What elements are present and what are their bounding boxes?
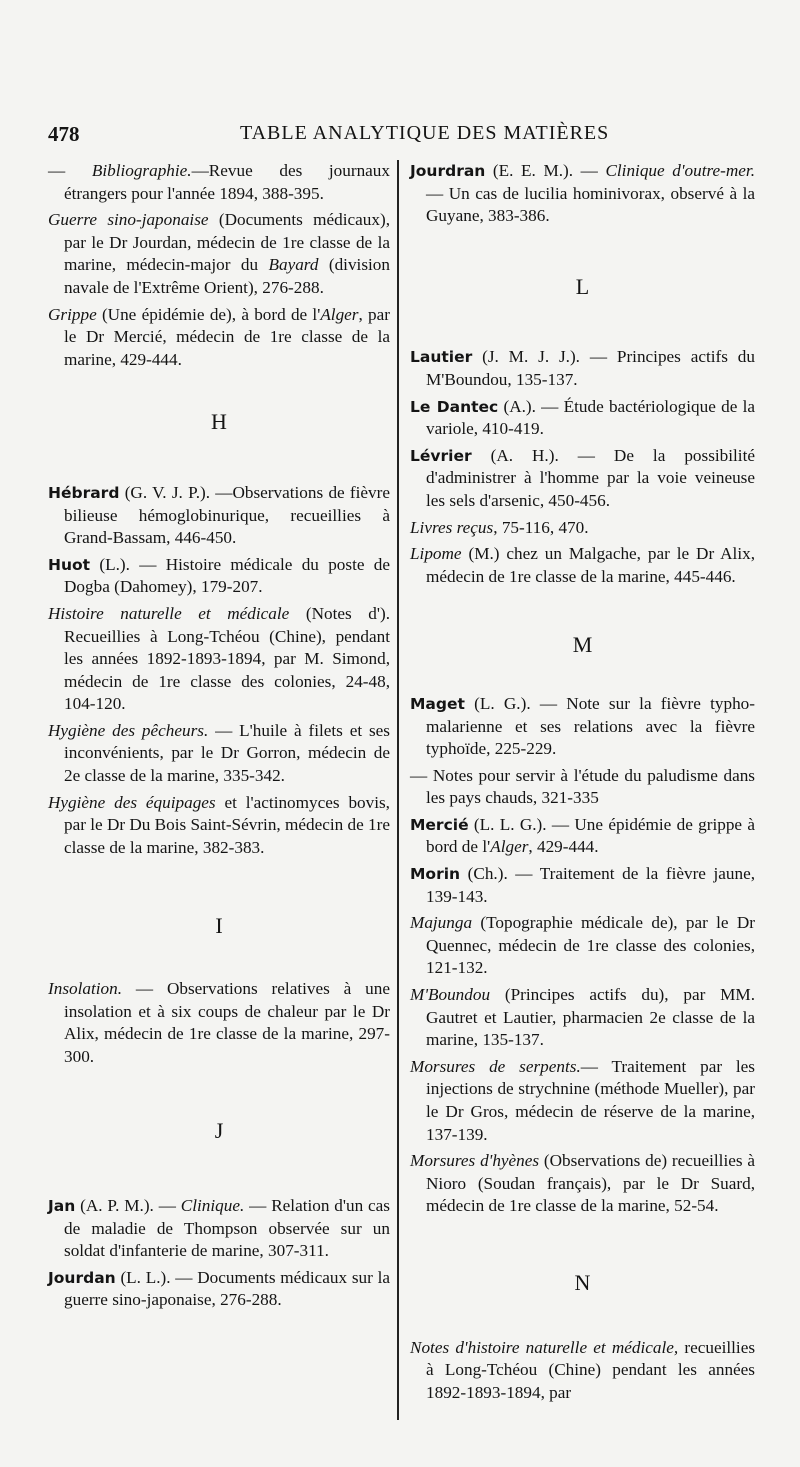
index-entry-huot: Huot (L.). — Histoire médicale du poste de Dogba (Dahomey), 179-207.	[48, 554, 390, 597]
page-number: 478	[48, 122, 80, 146]
section-letter-j: J	[214, 1118, 224, 1144]
section-letter-l: L	[575, 273, 590, 299]
index-entry-hygiene-pecheurs: Hygiène des pêcheurs. — L'huile à filets et ses inconvénients, par le Dr Gorron, médecin de 2e classe de la marine, 335-342.	[48, 720, 390, 786]
index-entry-mercie: Mercié (L. L. G.). — Une épidémie de grippe à bord de l'Alger, 429-444.	[410, 814, 755, 857]
index-entry-majunga: Majunga (Topographie médicale de), par le Dr Quennec, médecin de 1re classe des colonies, 121-132.	[410, 913, 755, 978]
section-letter-h: H	[211, 409, 227, 435]
index-entry-morin: Morin (Ch.). — Traitement de la fièvre jaune, 139-143.	[410, 864, 755, 906]
index-entry-hygiene-equipages: Hygiène des équipages et l'actinomyces bovis, par le Dr Du Bois Saint-Sévrin, médecin de 1re classe de la marine, 382-383.	[48, 792, 391, 857]
index-entry-maget: Maget (L. G.). — Note sur la fièvre typho-malarienne et ses relations avec la fièvre typhoïde, 225-229.	[410, 693, 755, 759]
index-entry-mboundou: M'Boundou (Principes actifs du), par MM. Gautret et Lautier, pharmacien 2e classe de la marine, 135-137.	[410, 985, 755, 1050]
index-entry-notes-histoire: Notes d'histoire naturelle et médicale, recueillies à Long-Tchéou (Chine) pendant les années 1892-1893-1894, par	[410, 1337, 756, 1402]
index-entry-histoire-naturelle: Histoire naturelle et médicale (Notes d'). Recueillies à Long-Tchéou (Chine), pendant les années 1892-1893-1894, par M. Simond, médecin de 1re classe des colonies, 24-48, 104-120.	[48, 603, 390, 714]
index-entry-levrier: Lévrier (A. H.). — De la possibilité d'administrer à l'homme par la voie veineuse les sels d'arsenic, 450-456.	[410, 445, 755, 510]
index-entry-lautier: Lautier (J. M. J. J.). — Principes actifs du M'Boundou, 135-137.	[410, 347, 755, 389]
page-header	[40, 122, 770, 150]
index-entry-guerre-sino-japonaise: Guerre sino-japonaise (Documents médicaux), par le Dr Jourdan, médecin de 1re classe de la marine, médecin-major du Bayard (division navale de l'Extrême Orient), 276-288.	[48, 210, 390, 297]
running-title: TABLE ANALYTIQUE DES MATIÈRES	[240, 122, 610, 144]
column-divider	[397, 160, 399, 1420]
index-entry-morsures-serpents: Morsures de serpents.— Traitement par les injections de strychnine (méthode Mueller), par le Dr Gros, médecin de réserve de la marine, 137-139.	[410, 1056, 755, 1144]
section-letter-i: I	[215, 913, 223, 939]
index-entry-morsures-hyenes: Morsures d'hyènes (Observations de) recueillies à Nioro (Soudan français), par le Dr Suard, médecin de 1re classe de la marine, 52-54.	[410, 1151, 755, 1216]
index-entry-jourdran: Jourdran (E. E. M.). — Clinique d'outre-mer. — Un cas de lucilia hominivorax, observé à la Guyane, 383-386.	[410, 161, 755, 226]
index-entry-hebrard: Hébrard (G. V. J. P.). —Observations de fièvre bilieuse hémoglobinurique, recueillies à Grand-Bassam, 446-450.	[48, 482, 390, 548]
index-entry-jourdan: Jourdan (L. L.). — Documents médicaux sur la guerre sino-japonaise, 276-288.	[48, 1267, 390, 1310]
index-entry-maget-notes: — Notes pour servir à l'étude du paludisme dans les pays chauds, 321-335	[410, 765, 755, 808]
left-column	[48, 160, 390, 1316]
index-entry-jan: Jan (A. P. M.). — Clinique. — Relation d'un cas de maladie de Thompson observée sur un soldat d'infanterie de marine, 307-311.	[48, 1196, 390, 1261]
index-entry-grippe: Grippe (Une épidémie de), à bord de l'Alger, par le Dr Mercié, médecin de 1re classe de la marine, 429-444.	[48, 304, 390, 369]
section-letter-m: M	[572, 632, 593, 658]
index-entry-insolation: Insolation. — Observations relatives à une insolation et à six coups de chaleur par le Dr Alix, médecin de 1re classe de la marine, 297-300.	[48, 979, 390, 1066]
right-column	[410, 160, 755, 1408]
index-entry-livres-recus: Livres reçus, 75-116, 470.	[410, 517, 589, 537]
index-entry-le-dantec: Le Dantec (A.). — Étude bactériologique de la variole, 410-419.	[410, 396, 755, 439]
index-entry-lipome: Lipome (M.) chez un Malgache, par le Dr Alix, médecin de 1re classe de la marine, 445-446.	[410, 544, 755, 586]
index-entry-bibliographie: — Bibliographie.—Revue des journaux étrangers pour l'année 1894, 388-395.	[48, 161, 390, 203]
section-letter-n: N	[574, 1269, 591, 1295]
